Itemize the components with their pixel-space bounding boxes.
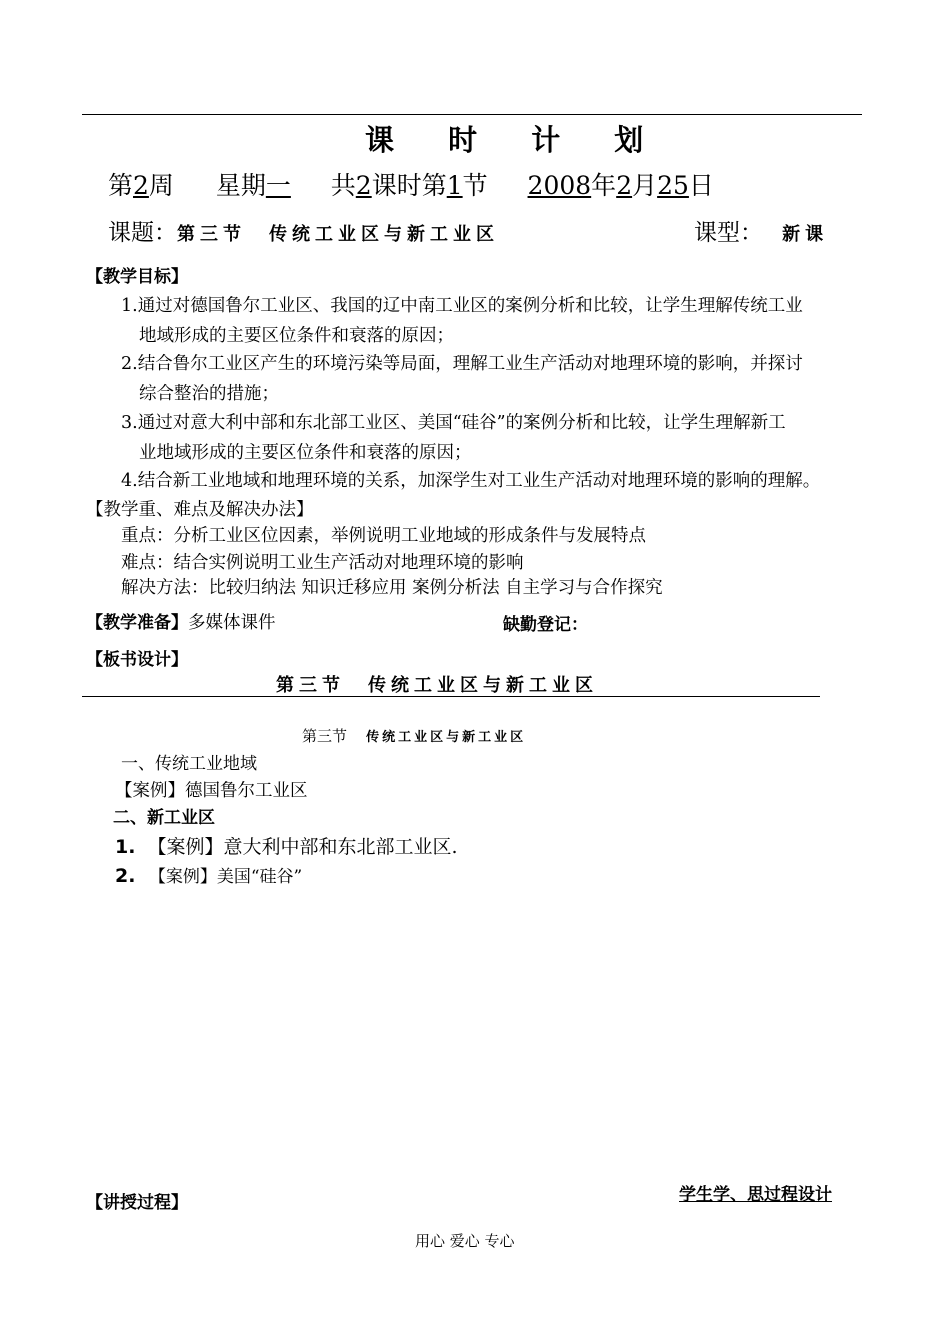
goal-2 [121, 349, 803, 409]
keypoints-difficulty: 难点：结合实例说明工业生产活动对地理环境的影响 [121, 553, 524, 573]
lesson-type-value: 新课 [782, 224, 829, 245]
prep-line [86, 608, 276, 634]
day-suffix: 日 [688, 171, 714, 200]
top-rule [82, 114, 862, 115]
board-item1 [115, 832, 458, 859]
process-heading: 【讲授过程】 [86, 1193, 188, 1213]
goal-3-line2: 业地域形成的主要区位条件和衰落的原因； [139, 443, 472, 463]
goal-2-line1: 2.结合鲁尔工业区产生的环境污染等局面，理解工业生产活动对地理环境的影响，并探讨 [121, 354, 803, 374]
board-item1-text: 【案例】意大利中部和东北部工业区. [147, 836, 458, 858]
topic-value: 第三节 传统工业区与新工业区 [177, 224, 499, 245]
section-number: 1 [446, 171, 463, 200]
section-suffix: 节 [462, 171, 488, 200]
board-heading: 【板书设计】 [86, 650, 188, 670]
topic-line [108, 214, 499, 247]
keypoints-heading: 【教学重、难点及解决办法】 [86, 500, 314, 520]
board-part2: 二、新工业区 [113, 808, 215, 828]
board-part1: 一、传统工业地域 [121, 754, 257, 774]
page-title: 课 时 计 划 [365, 123, 666, 157]
date-day: 25 [657, 171, 689, 200]
weekday-value: 一 [265, 171, 291, 200]
page-footer: 用心 爱心 专心 [415, 1232, 515, 1250]
lesson-type-label: 课型： [694, 220, 763, 246]
board-item2-number: 2. [115, 865, 136, 887]
date-month: 2 [616, 171, 633, 200]
board-title: 第三节 传统工业区与新工业区 [276, 675, 598, 696]
goal-4 [121, 466, 820, 496]
prep-value: 多媒体课件 [188, 613, 276, 633]
week-suffix: 周 [148, 171, 174, 200]
year-suffix: 年 [591, 171, 617, 200]
goal-3-line1: 3.通过对意大利中部和东北部工业区、美国“硅谷”的案例分析和比较，让学生理解新工 [121, 413, 786, 433]
week-prefix: 第 [108, 171, 134, 200]
board-item2 [115, 862, 302, 887]
goal-1-line1: 1.通过对德国鲁尔工业区、我国的辽中南工业区的案例分析和比较，让学生理解传统工业 [121, 296, 803, 316]
prep-heading: 【教学准备】 [86, 613, 188, 633]
goal-3 [121, 408, 786, 468]
goal-1-line2: 地域形成的主要区位条件和衰落的原因； [139, 326, 454, 346]
board-sub-prefix: 第三节 [302, 727, 348, 745]
goals-heading: 【教学目标】 [86, 267, 188, 287]
topic-label: 课题： [108, 220, 177, 246]
date-year: 2008 [527, 171, 592, 200]
total-mid: 课时第 [371, 171, 447, 200]
goal-2-line2: 综合整治的措施； [139, 384, 279, 404]
board-sub-title: 传统工业区与新工业区 [366, 730, 527, 745]
keypoints-focus: 重点：分析工业区位因素，举例说明工业地域的形成条件与发展特点 [121, 526, 646, 546]
board-item2-text: 【案例】美国“硅谷” [148, 867, 303, 887]
board-case1: 【案例】德国鲁尔工业区 [115, 781, 308, 801]
board-subtitle [302, 725, 526, 746]
weekday-label: 星期 [215, 171, 266, 200]
absence-label: 缺勤登记： [503, 615, 588, 635]
lesson-type [694, 214, 828, 247]
goal-4-line1: 4.结合新工业地域和地理环境的关系，加深学生对工业生产活动对地理环境的影响的理解。 [121, 471, 821, 491]
goal-1 [121, 291, 803, 351]
total-prefix: 共 [330, 171, 356, 200]
month-suffix: 月 [632, 171, 658, 200]
process-right-heading: 学生学、思过程设计 [679, 1185, 832, 1205]
board-rule [82, 696, 820, 697]
week-number: 2 [133, 171, 149, 200]
board-item1-number: 1. [115, 836, 136, 858]
schedule-line [108, 166, 714, 202]
total-hours: 2 [355, 171, 372, 200]
keypoints-method: 解决方法：比较归纳法 知识迁移应用 案例分析法 自主学习与合作探究 [121, 578, 663, 598]
